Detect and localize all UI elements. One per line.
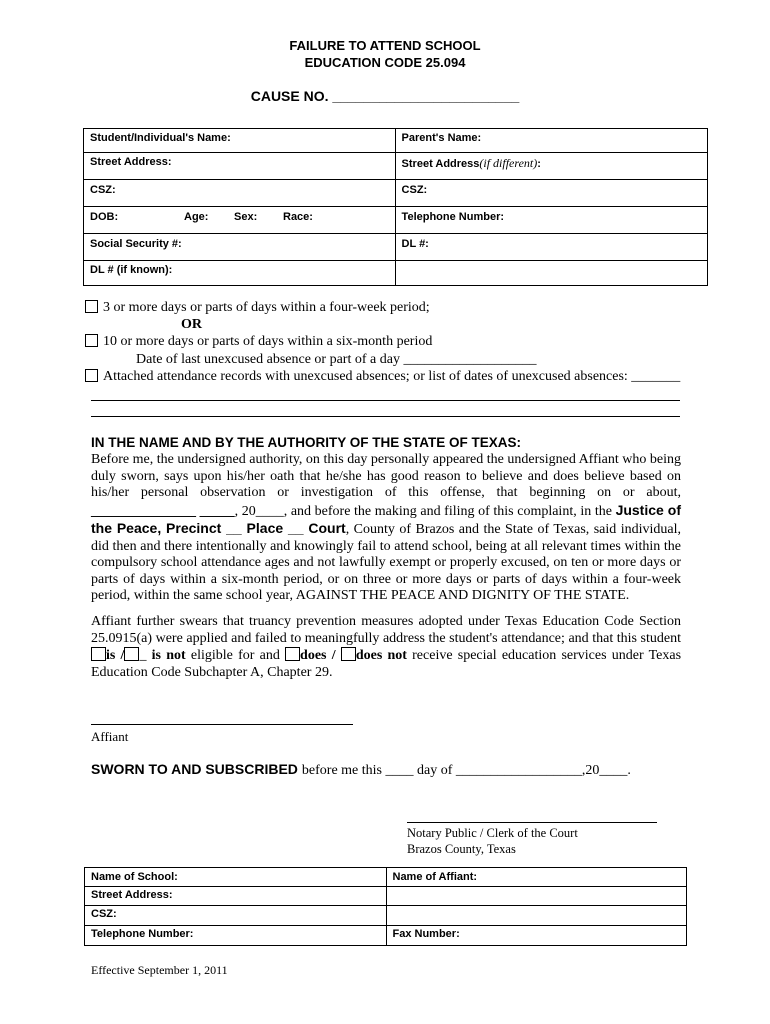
option-attached-records: [85, 369, 680, 385]
affiant-name-label: Name of Affiant:: [392, 871, 478, 883]
does-not-label: does not: [355, 648, 407, 663]
sworn-date-blanks[interactable]: before me this ____ day of __________________,20____.: [301, 763, 631, 778]
street-address-field[interactable]: [84, 153, 396, 180]
checkbox-does-not-receive[interactable]: [341, 647, 356, 661]
school-telephone-field[interactable]: [85, 926, 387, 946]
checkbox-three-days[interactable]: [85, 300, 98, 313]
complaint-text-b: , 20____, and before the making and filing of this complaint, in the: [234, 503, 612, 519]
age-label: Age:: [184, 211, 209, 223]
option-ten-days-label: 10 or more days or parts of days within a six-month period: [103, 334, 433, 349]
effective-date: Effective September 1, 2011: [91, 963, 228, 977]
checkbox-is-not-eligible[interactable]: [124, 647, 139, 661]
is-label: is /: [106, 648, 125, 663]
parent-street-address-field[interactable]: [395, 153, 707, 180]
student-dl-field[interactable]: [84, 261, 396, 286]
checkbox-is-eligible[interactable]: [91, 647, 106, 661]
affiant-name-field[interactable]: [386, 868, 687, 887]
affiant-paragraph: [91, 614, 681, 681]
school-info-table: [84, 867, 687, 946]
affiant-label: Affiant: [91, 729, 129, 744]
student-name-field[interactable]: [84, 129, 396, 153]
csz-label: CSZ:: [90, 184, 116, 196]
court-designation[interactable]: Justice of the Peace, Precinct __ Place __ Court: [91, 501, 682, 536]
checkbox-ten-days[interactable]: [85, 334, 98, 347]
school-csz-label: CSZ:: [91, 908, 117, 920]
telephone-label: Telephone Number:: [401, 211, 505, 223]
checkbox-does-receive[interactable]: [285, 647, 300, 661]
student-csz-field[interactable]: [84, 180, 396, 207]
notary-county: Brazos County, Texas: [407, 842, 516, 856]
notary-title: Notary Public / Clerk of the Court: [407, 826, 578, 840]
parent-street-address-label: Street Address: [401, 158, 480, 170]
parent-name-label: Parent's Name:: [401, 132, 482, 144]
last-absence-line[interactable]: Date of last unexcused absence or part of a day ___________________: [136, 352, 537, 367]
affiant-text-b: receive special education services under Texas Education Code Subchapter A, Chapter 29.: [91, 648, 682, 680]
fax-label: Fax Number:: [392, 928, 460, 940]
school-street-label: Street Address:: [91, 889, 173, 901]
absence-dates-line-1[interactable]: [91, 400, 680, 401]
if-different-note: (if different): [479, 156, 538, 170]
complaint-text-c: , County of Brazos and the State of Texas, said individual, did then and there intentionally and knowingly fail to attend school, being at all relevant times within the compulsory school attendance ages and not lawfully exempt or properly excused, on ten or more days or parts of days within a six-month period, or on three or more days or parts of days within a four-week period, within the same school year, AGAINST THE PEACE AND DIGNITY OF THE STATE.: [91, 522, 682, 603]
or-label: OR: [181, 317, 202, 332]
absence-dates-line-2[interactable]: [91, 416, 680, 417]
school-street-field[interactable]: [85, 887, 387, 906]
does-label: does /: [300, 648, 336, 663]
form-title: FAILURE TO ATTEND SCHOOL: [289, 38, 481, 53]
empty-cell: [395, 261, 707, 286]
complaint-paragraph: [91, 452, 681, 605]
cause-number: CAUSE NO. ________________________: [250, 88, 520, 104]
authority-heading: IN THE NAME AND BY THE AUTHORITY OF THE STATE OF TEXAS:: [91, 435, 522, 450]
school-name-label: Name of School:: [91, 871, 178, 883]
telephone-field[interactable]: [395, 207, 707, 234]
option-three-days-label: 3 or more days or parts of days within a four-week period;: [103, 300, 430, 315]
affiant-text-a: Affiant further swears that truancy prevention measures adopted under Texas Education Code Section 25.0915(a) were applied and failed to meaningfully address the student's attendance; and that this student: [91, 614, 681, 646]
form-subtitle: EDUCATION CODE 25.094: [304, 55, 466, 70]
complaint-text-a: Before me, the undersigned authority, on this day personally appeared the undersigned Affiant who being duly sworn, says upon his/her oath that he/she has good reason to believe and does believe based on his/her personal observation or investigation of this offense, that beginning on or about,: [91, 452, 681, 500]
dl-known-label: DL # (if known):: [90, 264, 173, 276]
dob-label: DOB:: [90, 211, 119, 223]
school-name-field[interactable]: [85, 868, 387, 887]
street-address-label: Street Address:: [90, 156, 172, 168]
school-csz-field[interactable]: [85, 906, 387, 926]
csz-label: CSZ:: [401, 184, 428, 196]
student-name-label: Student/Individual's Name:: [90, 132, 231, 144]
date-blank[interactable]: _______________ _____: [91, 503, 235, 519]
affiant-street-field[interactable]: [386, 887, 687, 906]
parent-csz-field[interactable]: [395, 180, 707, 207]
affiant-signature-line[interactable]: [91, 724, 353, 725]
eligible-label: eligible for and: [190, 648, 280, 663]
checkbox-attached-records[interactable]: [85, 369, 98, 382]
school-telephone-label: Telephone Number:: [91, 928, 194, 940]
is-not-label: is not: [151, 648, 186, 663]
option-attached-records-label: Attached attendance records with unexcused absences; or list of dates of unexcused absences: _______: [103, 369, 681, 384]
notary-signature-line[interactable]: [407, 822, 657, 823]
ssn-label: Social Security #:: [90, 238, 182, 250]
sworn-line: [91, 761, 631, 779]
sworn-label: SWORN TO AND SUBSCRIBED: [91, 761, 298, 777]
dl-label: DL #:: [401, 238, 429, 250]
demographics-field[interactable]: [84, 207, 396, 234]
underscore: _: [139, 648, 147, 663]
affiant-csz-field[interactable]: [386, 906, 687, 926]
individual-info-table: [83, 128, 708, 286]
option-ten-days: [85, 334, 432, 350]
ssn-field[interactable]: [84, 234, 396, 261]
fax-field[interactable]: [386, 926, 687, 946]
sex-label: Sex:: [234, 211, 258, 223]
race-label: Race:: [283, 211, 313, 223]
option-three-days: [85, 300, 430, 316]
parent-dl-field[interactable]: [395, 234, 707, 261]
parent-name-field[interactable]: [395, 129, 707, 153]
colon: :: [537, 158, 541, 170]
